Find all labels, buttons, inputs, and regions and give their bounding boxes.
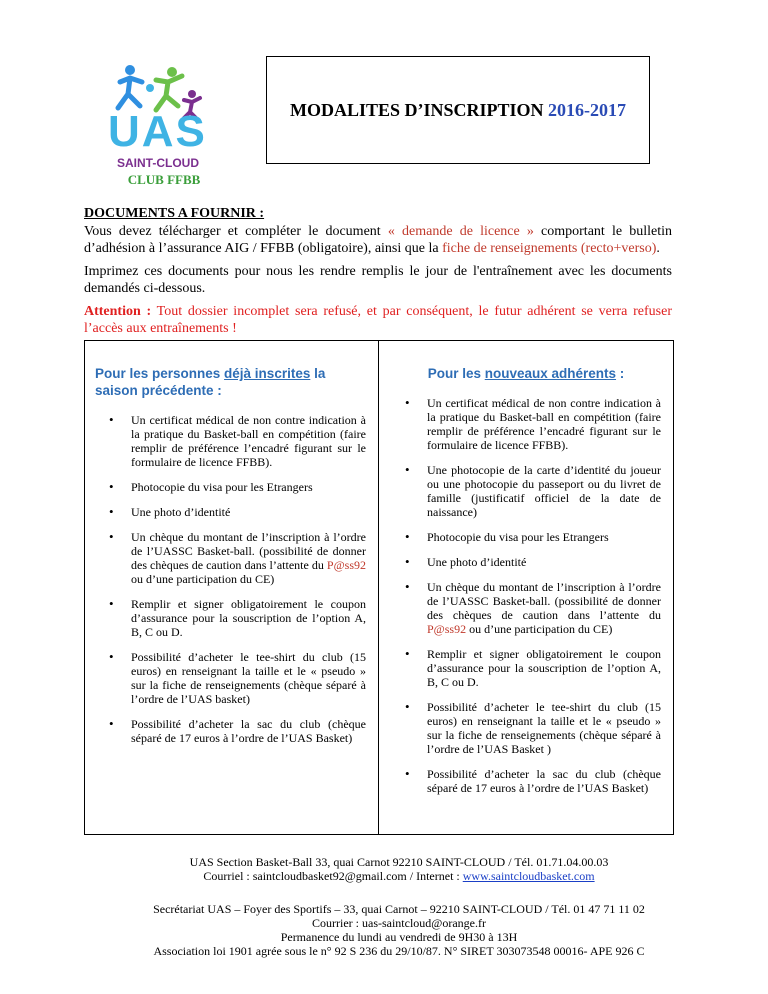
- footer-contact: [84, 869, 714, 883]
- heading-text: Pour les: [427, 366, 485, 381]
- returning-members-column: [85, 341, 379, 834]
- attention-text: Tout dossier incomplet sera refusé, et par conséquent, le futur adhérent se verra refuser l’accès aux entraînements !: [84, 304, 673, 336]
- info-sheet-link[interactable]: fiche de renseignements (recto+verso): [442, 241, 657, 256]
- website-link[interactable]: www.saintcloudbasket.com: [462, 869, 595, 883]
- intro-text: Vous devez télécharger et compléter le document: [84, 224, 388, 239]
- footer-address: UAS Section Basket-Ball 33, quai Carnot 92210 SAINT-CLOUD / Tél. 01.71.04.00.03: [189, 855, 609, 869]
- new-members-column: [379, 341, 673, 834]
- list-item: • Possibilité d’acheter le tee-shirt du club (15 euros) en renseignant la taille et le « pseudo » sur la fiche de renseignements (chèque séparé à l’ordre de l’UAS Basket ): [427, 700, 661, 756]
- list-item: • Possibilité d’acheter le tee-shirt du club (15 euros) en renseignant la taille et le « pseudo » sur la fiche de renseignements (chèque séparé à l’ordre de l’UAS basket): [131, 650, 366, 706]
- club-logo: [100, 60, 215, 190]
- list-item: • Possibilité d’acheter la sac du club (chèque séparé de 17 euros à l’ordre de l’UAS Basket): [131, 717, 366, 745]
- intro-text: .: [656, 241, 660, 256]
- new-members-heading: [379, 341, 673, 382]
- list-item: • Une photocopie de la carte d’identité du joueur ou une photocopie du passeport ou du livret de famille (justificatif officiel de la date de naissance): [427, 463, 661, 519]
- returning-members-heading: [85, 341, 378, 399]
- list-item: • Possibilité d’acheter la sac du club (chèque séparé de 17 euros à l’ordre de l’UAS Basket): [427, 767, 661, 795]
- logo-club-text: CLUB FFBB: [127, 172, 201, 187]
- requirements-table: [84, 340, 674, 835]
- list-item: • Un chèque du montant de l’inscription à l’ordre de l’UASSC Basket-ball. (possibilité de donner des chèques de caution dans l’attente du P@ss92 ou d’une participation du CE): [131, 530, 366, 586]
- heading-underlined: nouveaux adhérents: [484, 366, 617, 381]
- title-year: 2016-2017: [548, 99, 627, 120]
- intro-paragraph-1: [84, 223, 672, 257]
- list-item: • Un certificat médical de non contre indication à la pratique du Basket-ball en compétition (faire remplir de préférence l’encadré figurant sur le formulaire de licence FFBB).: [131, 413, 366, 469]
- title-main: MODALITES D’INSCRIPTION: [289, 99, 544, 120]
- footer-legal: Association loi 1901 agrée sous le n° 92 S 236 du 29/10/87. N° SIRET 303073548 00016- APE 926 C: [153, 944, 645, 958]
- footer: [84, 855, 714, 958]
- documents-heading: DOCUMENTS A FOURNIR :: [84, 206, 265, 221]
- footer-contact-text: Courriel : saintcloudbasket92@gmail.com / Internet :: [203, 869, 463, 883]
- heading-text: Pour les personnes: [95, 366, 225, 381]
- footer-hours: Permanence du lundi au vendredi de 9H30 à 13H: [280, 930, 518, 944]
- heading-underlined: déjà inscrites: [224, 366, 311, 381]
- list-item: • Un certificat médical de non contre indication à la pratique du Basket-ball en compétition (faire remplir de préférence l’encadré figurant sur le formulaire de licence FFBB).: [427, 396, 661, 452]
- returning-members-list: [85, 413, 378, 745]
- logo-uas-text: UAS: [108, 107, 207, 156]
- footer-secretariat: Secrétariat UAS – Foyer des Sportifs – 33, quai Carnot – 92210 SAINT-CLOUD / Tél. 01 47 71 11 02: [153, 902, 645, 916]
- intro-paragraph-2: Imprimez ces documents pour nous les rendre remplis le jour de l'entraînement avec les documents demandés ci-dessous.: [84, 264, 672, 296]
- list-item: • Remplir et signer obligatoirement le coupon d’assurance pour la souscription de l’option A, B, C ou D.: [427, 647, 661, 689]
- heading-text: la saison précédente :: [95, 366, 326, 398]
- list-item: • Un chèque du montant de l’inscription à l’ordre de l’UASSC Basket-ball. (possibilité de donner des chèques de caution dans l’attente du P@ss92 ou d’une participation du CE): [427, 580, 661, 636]
- title-box: [266, 56, 650, 164]
- logo-saint-cloud-text: SAINT-CLOUD: [117, 156, 199, 170]
- heading-text: :: [616, 366, 625, 381]
- attention-notice: [84, 303, 672, 337]
- list-item: • Une photo d’identité: [427, 555, 661, 569]
- page-title: [290, 100, 626, 121]
- list-item: • Photocopie du visa pour les Etrangers: [427, 530, 661, 544]
- intro-section: [84, 205, 672, 343]
- list-item: • Une photo d’identité: [131, 505, 366, 519]
- intro-text: comportant le bulletin d’adhésion à l’assurance AIG / FFBB (obligatoire), ainsi que la: [84, 224, 672, 256]
- new-members-list: [379, 396, 673, 795]
- licence-request-link[interactable]: « demande de licence »: [387, 224, 534, 239]
- footer-mail: Courrier : uas-saintcloud@orange.fr: [312, 916, 486, 930]
- list-item: • Remplir et signer obligatoirement le coupon d’assurance pour la souscription de l’option A, B, C ou D.: [131, 597, 366, 639]
- attention-label: Attention :: [84, 304, 152, 319]
- list-item: • Photocopie du visa pour les Etrangers: [131, 480, 366, 494]
